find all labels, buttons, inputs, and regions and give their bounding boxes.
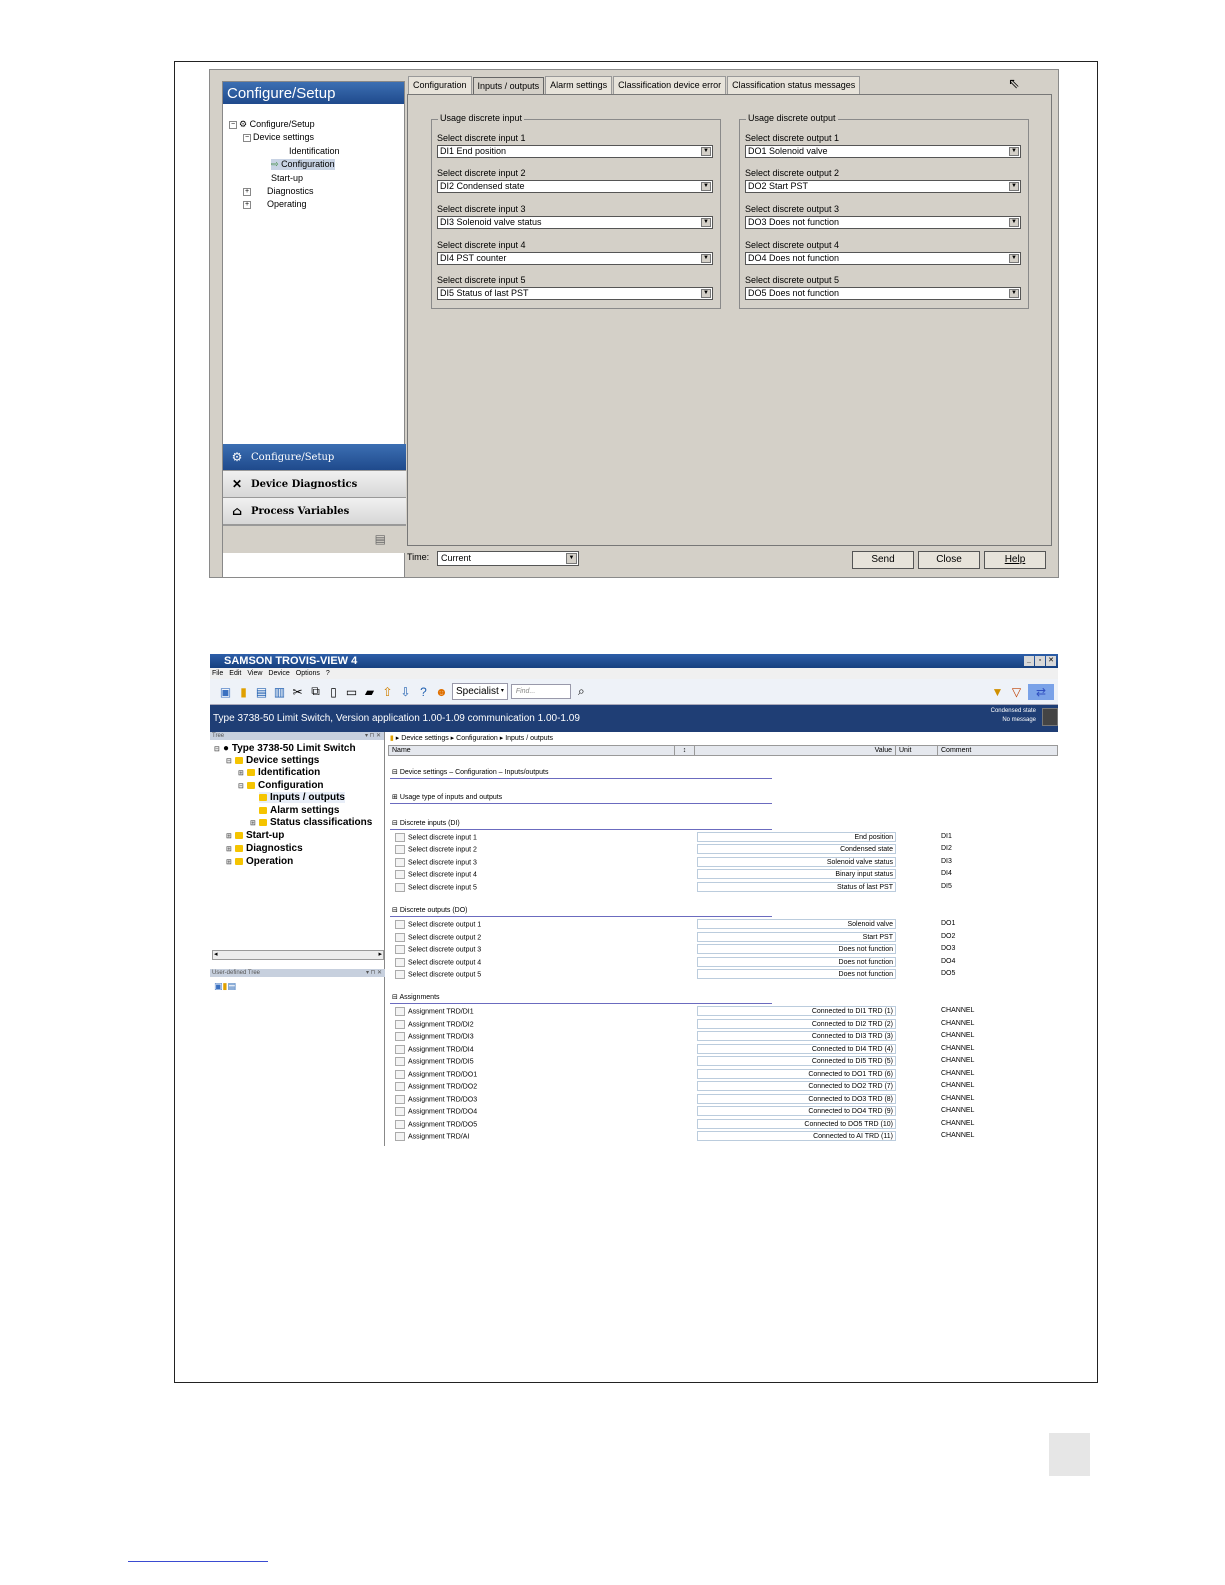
dropdown-arrow-icon[interactable]: ▼	[701, 289, 711, 298]
nav-footer	[223, 525, 406, 553]
save-icon[interactable]: ▤	[227, 981, 236, 991]
find-input[interactable]: Find...	[511, 684, 571, 699]
menu-help[interactable]: ?	[325, 670, 330, 677]
tree-configuration[interactable]: ⊟ Configuration	[238, 780, 324, 791]
device-info-bar	[210, 705, 1058, 732]
discrete-input-2-select[interactable]: DI2 Condensed state ▼	[437, 180, 713, 193]
save-icon[interactable]: ▤	[255, 684, 268, 699]
copy-icon[interactable]: ⧉	[311, 684, 320, 698]
dropdown-arrow-icon[interactable]: ▼	[701, 254, 711, 263]
dropdown-arrow-icon[interactable]: ▼	[566, 553, 577, 564]
dropdown-arrow-icon[interactable]: ▼	[1009, 147, 1019, 156]
filter-icon[interactable]: ▼	[991, 685, 1004, 699]
tree-item-device-settings[interactable]: − Device settings	[244, 132, 315, 142]
pin-close-icon[interactable]: ▾ ⊓ ✕	[365, 970, 382, 976]
tab-bar	[408, 76, 861, 94]
help-button[interactable]: Help	[984, 551, 1046, 569]
window-titlebar	[210, 654, 1058, 668]
connection-icon[interactable]: ⇄	[1028, 684, 1054, 700]
column-unit[interactable]: Unit	[896, 746, 938, 756]
menu-file[interactable]: File	[212, 670, 224, 677]
folder-icon	[259, 807, 267, 814]
time-label: Time:	[407, 552, 430, 562]
tree-item-diagnostics[interactable]: + Diagnostics	[244, 186, 314, 196]
home-icon: ⌂	[231, 504, 242, 518]
column-value[interactable]: Value	[695, 746, 896, 756]
column-header	[388, 745, 1058, 756]
tree-identification[interactable]: ⊞ Identification	[238, 767, 321, 778]
status-messages: Condensed state No message	[990, 708, 1036, 723]
panel-title: Configure/Setup	[223, 82, 404, 104]
field-label: Select discrete input 1	[437, 133, 526, 143]
tools-icon: ✕	[231, 477, 243, 491]
dropdown-arrow-icon[interactable]: ▼	[1009, 289, 1019, 298]
dialog-footer	[407, 549, 1052, 571]
tree-panel	[210, 732, 385, 1146]
user-level-select[interactable]: Specialist ▾	[452, 683, 508, 700]
new-icon[interactable]: ▣	[214, 981, 223, 991]
time-select[interactable]: Current ▼	[437, 551, 579, 566]
send-button[interactable]: Send	[852, 551, 914, 569]
maximize-icon[interactable]: ▫	[1035, 656, 1045, 666]
menu-edit[interactable]: Edit	[229, 670, 242, 677]
folder-icon	[235, 858, 243, 865]
dropdown-arrow-icon[interactable]: ▼	[701, 182, 711, 191]
tree-panel-header: Tree ▾ ⊓ ✕	[210, 732, 384, 740]
discrete-input-5-select[interactable]: DI5 Status of last PST ▼	[437, 287, 713, 300]
collapse-icon[interactable]: ⊟	[392, 769, 398, 776]
breadcrumb-item[interactable]: Device settings	[401, 735, 449, 742]
user-icon: ☻	[435, 684, 448, 699]
arrow-right-icon: ⇨	[271, 159, 279, 169]
cut-icon[interactable]: ✂	[292, 684, 303, 699]
download-icon[interactable]: ⇩	[400, 684, 411, 699]
field-label: Select discrete input 5	[437, 275, 526, 285]
upload-icon[interactable]: ⇧	[382, 684, 393, 699]
paste-icon[interactable]: ▯	[330, 684, 337, 699]
tab-classification-status-messages[interactable]: Classification status messages	[727, 76, 860, 94]
tree-item-operating[interactable]: + Operating	[244, 199, 307, 209]
dropdown-arrow-icon[interactable]: ▼	[701, 147, 711, 156]
open-icon[interactable]: ▮	[240, 684, 247, 699]
folder-icon	[235, 757, 243, 764]
breadcrumb: ▮ ▸ Device settings ▸ Configuration ▸ Inputs / outputs	[390, 735, 554, 742]
folder-icon: ▮	[390, 735, 394, 742]
group-title: Usage discrete input	[440, 113, 523, 123]
folder-icon	[259, 794, 267, 801]
tab-configuration[interactable]: Configuration	[408, 76, 472, 94]
folder-icon	[247, 769, 255, 776]
toolbar	[210, 679, 1058, 705]
navigation-panel	[222, 81, 405, 578]
tree-item-identification[interactable]: Identification	[289, 146, 340, 156]
discrete-input-3-select[interactable]: DI3 Solenoid valve status ▼	[437, 216, 713, 229]
tree-status-classifications[interactable]: ⊞ Status classifications	[250, 817, 373, 828]
save-all-icon[interactable]: ▥	[273, 684, 286, 699]
menu-options[interactable]: Options	[295, 670, 320, 677]
menu-view[interactable]: View	[247, 670, 263, 677]
expand-icon[interactable]: ⊞	[392, 794, 398, 801]
section-discrete-outputs[interactable]: ⊟ Discrete outputs (DO)	[392, 907, 468, 914]
tab-inputs-outputs[interactable]: Inputs / outputs	[473, 77, 545, 95]
tree-inputs-outputs[interactable]: Inputs / outputs	[259, 792, 345, 803]
sort-icon[interactable]: ↕	[675, 746, 695, 756]
configure-setup-dialog	[209, 69, 1059, 578]
parameter-list: ▮ ▸ Device settings ▸ Configuration ▸ Inputs / outputs Name ↕ Value Unit Comment ⊟ Device settings – Configuration – Inputs/outputs ⊞ Usage type of inputs and outputs ⊟ Discrete inputs (DI) Select discrete input 1 End position DI1 Select discrete input 2 Condensed state DI2 Select discrete input 3 Solenoid valve status DI3 Select discrete input 4 Binary input status DI4 Select discrete input 5 Status of last PST DI5 ⊟ Discrete outputs (DO) Select discrete output 1 Solenoid valve DO1 Select discrete output 2 Start PST DO2 Select discrete output 3 Does not function DO3 Select discrete output 4 Does not function DO4 Select discrete output 5 Does not function DO5 ⊟ Assignments Assignment TRD/DI1 Connected to DI1 TRD (1) CHANNEL Assignment TRD/DI2 Connected to DI2 TRD (2) CHANNEL Assignment TRD/DI3 Connected to DI3 TRD (3) CHANNEL Assignment TRD/DI4 Connected to DI4 TRD (4) CHANNEL Assignment TRD/DI5 Connected to DI5 TRD (5) CHANNEL Assignment TRD/DO1 Connected to DO1 TRD (6) CHANNEL Assignment TRD/DO2 Connected to DO2 TRD (7) CHANNEL Assignment TRD/DO3 Connected to DO3 TRD (8) CHANNEL Assignment TRD/DO4 Connected to DO4 TRD (9) CHANNEL Assignment TRD/DO5 Connected to DO5 TRD (10) CHANNEL Assignment TRD/AI Connected to AI TRD (11) CHANNEL	[388, 732, 1058, 1146]
menu-device[interactable]: Device	[268, 670, 290, 677]
tab-alarm-settings[interactable]: Alarm settings	[545, 76, 612, 94]
field-label: Select discrete output 5	[745, 275, 840, 285]
app-title: SAMSON TROVIS-VIEW 4	[224, 655, 358, 667]
section-usage[interactable]: ⊞ Usage type of inputs and outputs	[392, 794, 503, 801]
user-tree-toolbar	[214, 981, 236, 992]
device-info: Type 3738-50 Limit Switch, Version application 1.00-1.09 communication 1.00-1.09	[213, 713, 580, 724]
page-icon[interactable]: ▤	[374, 532, 386, 546]
page-number-box	[1049, 1433, 1090, 1476]
device-icon: ●	[223, 743, 230, 754]
breadcrumb-item[interactable]: Configuration	[456, 735, 498, 742]
nav-configure-setup[interactable]: ⚙ Configure/Setup	[223, 444, 406, 471]
collapse-icon[interactable]: ⊟	[392, 907, 398, 914]
dropdown-arrow-icon[interactable]: ▼	[1009, 254, 1019, 263]
tab-classification-device-error[interactable]: Classification device error	[613, 76, 726, 94]
field-label: Select discrete output 3	[745, 204, 840, 214]
breadcrumb-item[interactable]: Inputs / outputs	[505, 735, 554, 742]
tree-operation[interactable]: ⊞ Operation	[226, 856, 294, 867]
search-icon[interactable]: ⌕	[577, 684, 585, 698]
dropdown-arrow-icon: ▾	[500, 688, 504, 694]
discrete-output-1-select[interactable]: DO1 Solenoid valve ▼	[745, 145, 1021, 158]
tree-item-configuration[interactable]: ⇨ Configuration	[271, 159, 335, 169]
collapse-icon[interactable]: ⊟	[392, 994, 398, 1001]
discrete-output-2-select[interactable]: DO2 Start PST ▼	[745, 180, 1021, 193]
field-label: Select discrete output 2	[745, 168, 840, 178]
discrete-output-5-select[interactable]: DO5 Does not function ▼	[745, 287, 1021, 300]
new-icon[interactable]: ▣	[219, 684, 232, 699]
nav-process-variables[interactable]: ⌂ Process Variables	[223, 498, 406, 525]
cursor-icon: ⇖	[1008, 75, 1020, 91]
monitor-icon[interactable]: ▽	[1011, 685, 1022, 699]
close-button[interactable]: Close	[918, 551, 980, 569]
open-icon[interactable]: ▮	[222, 981, 228, 991]
field-label: Select discrete input 3	[437, 204, 526, 214]
field-label: Select discrete output 4	[745, 240, 840, 250]
gear-icon: ⚙	[239, 119, 248, 129]
user-tree-header: User-defined Tree ▾ ⊓ ✕	[210, 969, 385, 977]
tree-item-configure-setup[interactable]: − ⚙ Configure/Setup	[230, 119, 315, 129]
scroll-left-icon[interactable]: ◂	[214, 951, 218, 958]
dropdown-arrow-icon[interactable]: ▼	[701, 218, 711, 227]
output-group	[739, 113, 1029, 309]
device-icon[interactable]: ▰	[364, 684, 375, 699]
folder-icon	[247, 782, 255, 789]
scroll-right-icon[interactable]: ▸	[378, 951, 382, 958]
group-title: Usage discrete output	[748, 113, 836, 123]
nav-bar	[223, 444, 406, 554]
help-icon[interactable]: ?	[420, 684, 427, 699]
input-group	[431, 113, 721, 309]
discrete-input-4-select[interactable]: DI4 PST counter ▼	[437, 252, 713, 265]
field-label: Select discrete output 1	[745, 133, 840, 143]
dropdown-arrow-icon[interactable]: ▼	[1009, 182, 1019, 191]
trovis-view-window	[210, 654, 1058, 1146]
discrete-input-1-select[interactable]: DI1 End position ▼	[437, 145, 713, 158]
column-name[interactable]: Name	[389, 746, 675, 756]
nav-device-diagnostics[interactable]: ✕ Device Diagnostics	[223, 471, 406, 498]
tree-diagnostics[interactable]: ⊞ Diagnostics	[226, 843, 303, 854]
folder-icon	[235, 845, 243, 852]
dropdown-arrow-icon[interactable]: ▼	[1009, 218, 1019, 227]
section-assignments[interactable]: ⊟ Assignments	[392, 994, 440, 1001]
folder-icon	[235, 832, 243, 839]
discrete-output-4-select[interactable]: DO4 Does not function ▼	[745, 252, 1021, 265]
pin-close-icon[interactable]: ▾ ⊓ ✕	[364, 733, 381, 739]
discrete-output-3-select[interactable]: DO3 Does not function ▼	[745, 216, 1021, 229]
horizontal-scrollbar[interactable]	[212, 950, 384, 960]
menu-bar	[210, 668, 1058, 679]
column-comment[interactable]: Comment	[941, 747, 972, 754]
collapse-icon[interactable]: ⊟	[392, 820, 398, 827]
close-icon[interactable]: ✕	[1046, 656, 1056, 666]
section-discrete-inputs[interactable]: ⊟ Discrete inputs (DI)	[392, 820, 460, 827]
gear-icon: ⚙	[231, 450, 243, 464]
tree-item-startup[interactable]: Start-up	[271, 173, 304, 183]
tab-panel	[407, 94, 1052, 546]
print-icon[interactable]: ▭	[345, 684, 358, 699]
field-label: Select discrete input 2	[437, 168, 526, 178]
minimize-icon[interactable]: _	[1024, 656, 1034, 666]
tree-startup[interactable]: ⊞ Start-up	[226, 830, 285, 841]
tree-root[interactable]: ⊟ ● Type 3738-50 Limit Switch	[214, 743, 356, 754]
footer-link-line	[128, 1561, 268, 1562]
folder-icon	[259, 819, 267, 826]
tree-device-settings[interactable]: ⊟ Device settings	[226, 755, 320, 766]
tree-alarm-settings[interactable]: Alarm settings	[259, 805, 339, 816]
status-indicator	[1042, 708, 1058, 726]
section-path[interactable]: ⊟ Device settings – Configuration – Inputs/outputs	[392, 769, 549, 776]
field-label: Select discrete input 4	[437, 240, 526, 250]
